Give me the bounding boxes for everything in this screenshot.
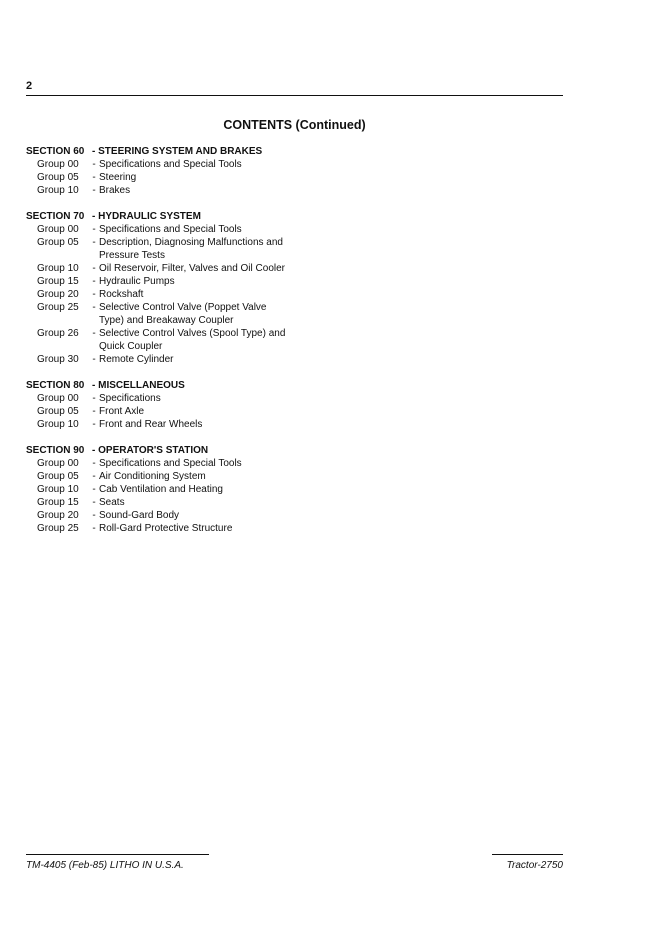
toc-entry	[26, 236, 446, 262]
entry-separator: -	[92, 419, 96, 430]
contents-title: CONTENTS (Continued)	[223, 118, 366, 132]
toc-entry	[26, 457, 446, 470]
group-description: Roll-Gard Protective Structure	[99, 523, 233, 534]
toc-entry	[26, 522, 446, 535]
group-description: Cab Ventilation and Heating	[99, 484, 223, 495]
toc-entry	[26, 496, 446, 509]
group-number: Group 00	[37, 159, 79, 170]
section-heading	[26, 145, 446, 158]
group-number: Group 10	[37, 263, 79, 274]
toc-entry	[26, 158, 446, 171]
section-separator: -	[92, 146, 96, 157]
entry-separator: -	[92, 237, 96, 248]
group-description: Specifications and Special Tools	[99, 458, 242, 469]
entry-separator: -	[92, 406, 96, 417]
entry-separator: -	[92, 510, 96, 521]
entry-separator: -	[92, 484, 96, 495]
toc-entry	[26, 483, 446, 496]
group-number: Group 26	[37, 328, 79, 339]
entry-separator: -	[92, 497, 96, 508]
entry-separator: -	[92, 172, 96, 183]
toc-entry	[26, 223, 446, 236]
group-description: Front Axle	[99, 406, 145, 417]
group-description: Seats	[99, 497, 125, 508]
group-description: Remote Cylinder	[99, 354, 174, 365]
entry-separator: -	[92, 159, 96, 170]
footer-rule-left	[26, 854, 209, 855]
toc-entry	[26, 509, 446, 522]
entry-separator: -	[92, 328, 96, 339]
section-name: HYDRAULIC SYSTEM	[98, 211, 201, 222]
section-separator: -	[92, 380, 96, 391]
footer-rule-right	[492, 854, 563, 855]
group-number: Group 25	[37, 302, 79, 313]
group-number: Group 20	[37, 510, 79, 521]
group-number: Group 10	[37, 419, 79, 430]
entry-separator: -	[92, 458, 96, 469]
group-description: Front and Rear Wheels	[99, 419, 203, 430]
group-description: Rockshaft	[99, 289, 144, 300]
toc-section	[26, 145, 446, 197]
toc-entry	[26, 353, 446, 366]
group-description: Oil Reservoir, Filter, Valves and Oil Cooler	[99, 263, 285, 274]
group-description: Air Conditioning System	[99, 471, 206, 482]
toc-entry	[26, 405, 446, 418]
toc-entry	[26, 301, 446, 327]
group-number: Group 05	[37, 172, 79, 183]
entry-separator: -	[92, 523, 96, 534]
group-number: Group 05	[37, 237, 79, 248]
toc-entry	[26, 275, 446, 288]
section-label: SECTION 60	[26, 146, 85, 157]
group-number: Group 10	[37, 185, 79, 196]
group-number: Group 20	[37, 289, 79, 300]
entry-separator: -	[92, 276, 96, 287]
toc-entry	[26, 171, 446, 184]
group-number: Group 00	[37, 393, 79, 404]
top-rule	[26, 95, 563, 96]
group-description: Hydraulic Pumps	[99, 276, 175, 287]
footer-publication: TM-4405 (Feb-85) LITHO IN U.S.A.	[26, 860, 184, 871]
footer-model: Tractor-2750	[506, 860, 563, 871]
section-label: SECTION 80	[26, 380, 85, 391]
table-of-contents	[26, 145, 446, 548]
section-name: STEERING SYSTEM AND BRAKES	[98, 146, 263, 157]
group-number: Group 10	[37, 484, 79, 495]
group-description: Brakes	[99, 185, 131, 196]
toc-entry	[26, 418, 446, 431]
group-number: Group 05	[37, 471, 79, 482]
toc-entry	[26, 184, 446, 197]
group-description: Selective Control Valve (Poppet Valve Type) and Breakaway Coupler	[99, 302, 267, 326]
group-number: Group 25	[37, 523, 79, 534]
section-name: OPERATOR'S STATION	[98, 445, 209, 456]
group-description: Selective Control Valves (Spool Type) and Quick Coupler	[99, 328, 286, 352]
toc-entry	[26, 262, 446, 275]
page-number: 2	[26, 80, 33, 92]
entry-separator: -	[92, 224, 96, 235]
section-separator: -	[92, 445, 96, 456]
entry-separator: -	[92, 393, 96, 404]
section-separator: -	[92, 211, 96, 222]
section-heading	[26, 210, 446, 223]
section-label: SECTION 90	[26, 445, 85, 456]
group-number: Group 30	[37, 354, 79, 365]
section-heading	[26, 379, 446, 392]
toc-entry	[26, 392, 446, 405]
toc-entry	[26, 327, 446, 353]
group-description: Description, Diagnosing Malfunctions and Pressure Tests	[99, 237, 283, 261]
section-name: MISCELLANEOUS	[98, 380, 185, 391]
section-label: SECTION 70	[26, 211, 85, 222]
entry-separator: -	[92, 471, 96, 482]
entry-separator: -	[92, 302, 96, 313]
entry-separator: -	[92, 185, 96, 196]
group-number: Group 00	[37, 224, 79, 235]
group-description: Steering	[99, 172, 137, 183]
toc-section	[26, 210, 446, 366]
group-description: Specifications	[99, 393, 161, 404]
group-number: Group 15	[37, 276, 79, 287]
toc-section	[26, 444, 446, 535]
group-number: Group 15	[37, 497, 79, 508]
group-description: Specifications and Special Tools	[99, 159, 242, 170]
group-description: Specifications and Special Tools	[99, 224, 242, 235]
toc-entry	[26, 470, 446, 483]
entry-separator: -	[92, 289, 96, 300]
group-description: Sound-Gard Body	[99, 510, 180, 521]
entry-separator: -	[92, 354, 96, 365]
group-number: Group 00	[37, 458, 79, 469]
entry-separator: -	[92, 263, 96, 274]
toc-section	[26, 379, 446, 431]
group-number: Group 05	[37, 406, 79, 417]
section-heading	[26, 444, 446, 457]
toc-entry	[26, 288, 446, 301]
